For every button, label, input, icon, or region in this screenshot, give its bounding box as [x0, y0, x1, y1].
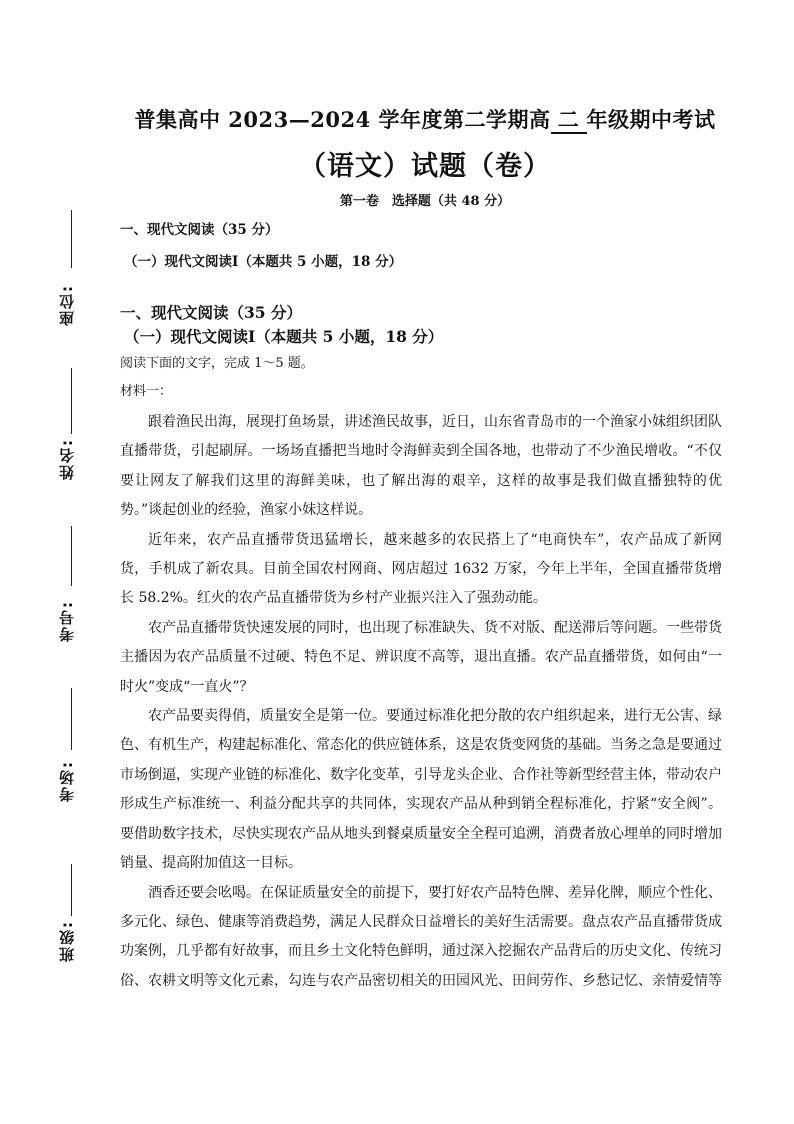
paragraph: 酒香还要会吆喝。在保证质量安全的前提下，要打好农产品特色牌、差异化牌，顺应个性化、多元化、绿色、健康等消费趋势，满足人民群众日益增长的美好生活需要。盘点农产品直播带货成功案例，几乎都有好故事，而且乡土文化特色鲜明，通过深入挖掘农产品背后的历史文化、传统习俗、农耕文明等文化元素，勾连与农产品密切相关的田园风光、田间劳作、乡愁记忆、亲情爱情等 — [120, 884, 722, 989]
name-label: 姓名: — [58, 438, 76, 480]
seat-blank-line — [71, 210, 72, 268]
exam-title-part1: 普集高中 2023—2024 学年度第二学期高 — [134, 107, 551, 132]
exam-room-blank-line — [71, 688, 72, 750]
class-label: 班级: — [58, 920, 76, 962]
section-heading: 一、现代文阅读（35 分） — [120, 303, 302, 322]
paragraph: 跟着渔民出海，展现打鱼场景，讲述渔民故事，近日，山东省青岛市的一个渔家小妹组织团队直播带货，引起刷屏。一场场直播把当地时令海鲜卖到全国各地，也带动了不少渔民增收。“不仅要让网友了解我们这里的海鲜美味，也了解出海的艰辛，这样的故事是我们做直播独特的优势。”谈起创业的经验，渔家小妹这样说。 — [120, 414, 722, 519]
paragraph: 农产品要卖得俏，质量安全是第一位。要通过标准化把分散的农户组织起来，进行无公害、绿色、有机生产，构建起标准化、常态化的供应链体系，这是农货变网货的基础。当务之急是要通过市场倒逼，实现产业链的标准化、数字化变革，引导龙头企业、合作社等新型经营主体，带动农户形成生产标准统一、利益分配共享的共同体，实现农产品从种到销全程标准化，拧紧“安全阀”。要借助数字技术，尽快实现农产品从地头到餐桌质量安全全程可追溯，消费者放心埋单的同时增加销量、提高附加值这一目标。 — [120, 708, 722, 872]
instruction-text: 阅读下面的文字，完成 1～5 题。 — [120, 356, 314, 371]
section-heading-small: 一、现代文阅读（35 分） — [120, 222, 279, 238]
exam-title-part2: 年级期中考试 — [586, 107, 716, 132]
exam-title — [110, 104, 740, 134]
paper-part-title: 第一卷 选择题（共 48 分） — [339, 194, 511, 209]
paragraph: 近年来，农产品直播带货迅猛增长，越来越多的农民搭上了“电商快车”，农产品成了新网货，手机成了新农具。目前全国农村网商、网店超过 1632 万家，今年上半年，全国直播带货增长 58.2%。红火的农产品直播带货为乡村产业振兴注入了强劲动能。 — [120, 531, 722, 607]
class-field — [48, 864, 88, 984]
binding-margin — [0, 200, 100, 980]
seat-field — [48, 200, 88, 360]
exam-room-field — [48, 688, 88, 848]
subsection-heading: （一）现代文阅读Ⅰ（本题共 5 小题，18 分） — [124, 327, 444, 346]
passage — [120, 408, 722, 996]
class-blank-line — [71, 864, 72, 916]
name-field — [48, 368, 88, 528]
seat-label: 座位: — [58, 284, 76, 326]
subject-title: （语文）试题（卷） — [299, 151, 551, 182]
exam-room-label: 考场: — [58, 760, 76, 802]
exam-number-field — [48, 526, 88, 686]
paragraph: 农产品直播带货快速发展的同时，也出现了标准缺失、货不对版、配送滞后等问题。一些带货主播因为农产品质量不过硬、特色不足、辨识度不高等，退出直播。农产品直播带货，如何由“一时火”变成“一直火”？ — [120, 619, 722, 695]
exam-number-label: 考号: — [58, 600, 76, 642]
name-blank-line — [71, 368, 72, 434]
exam-number-blank-line — [71, 526, 72, 586]
grade-underline: 二 — [551, 108, 587, 134]
subsection-heading-small: （一）现代文阅读Ⅰ（本题共 5 小题，18 分） — [124, 254, 403, 270]
material-label: 材料一： — [120, 384, 173, 399]
